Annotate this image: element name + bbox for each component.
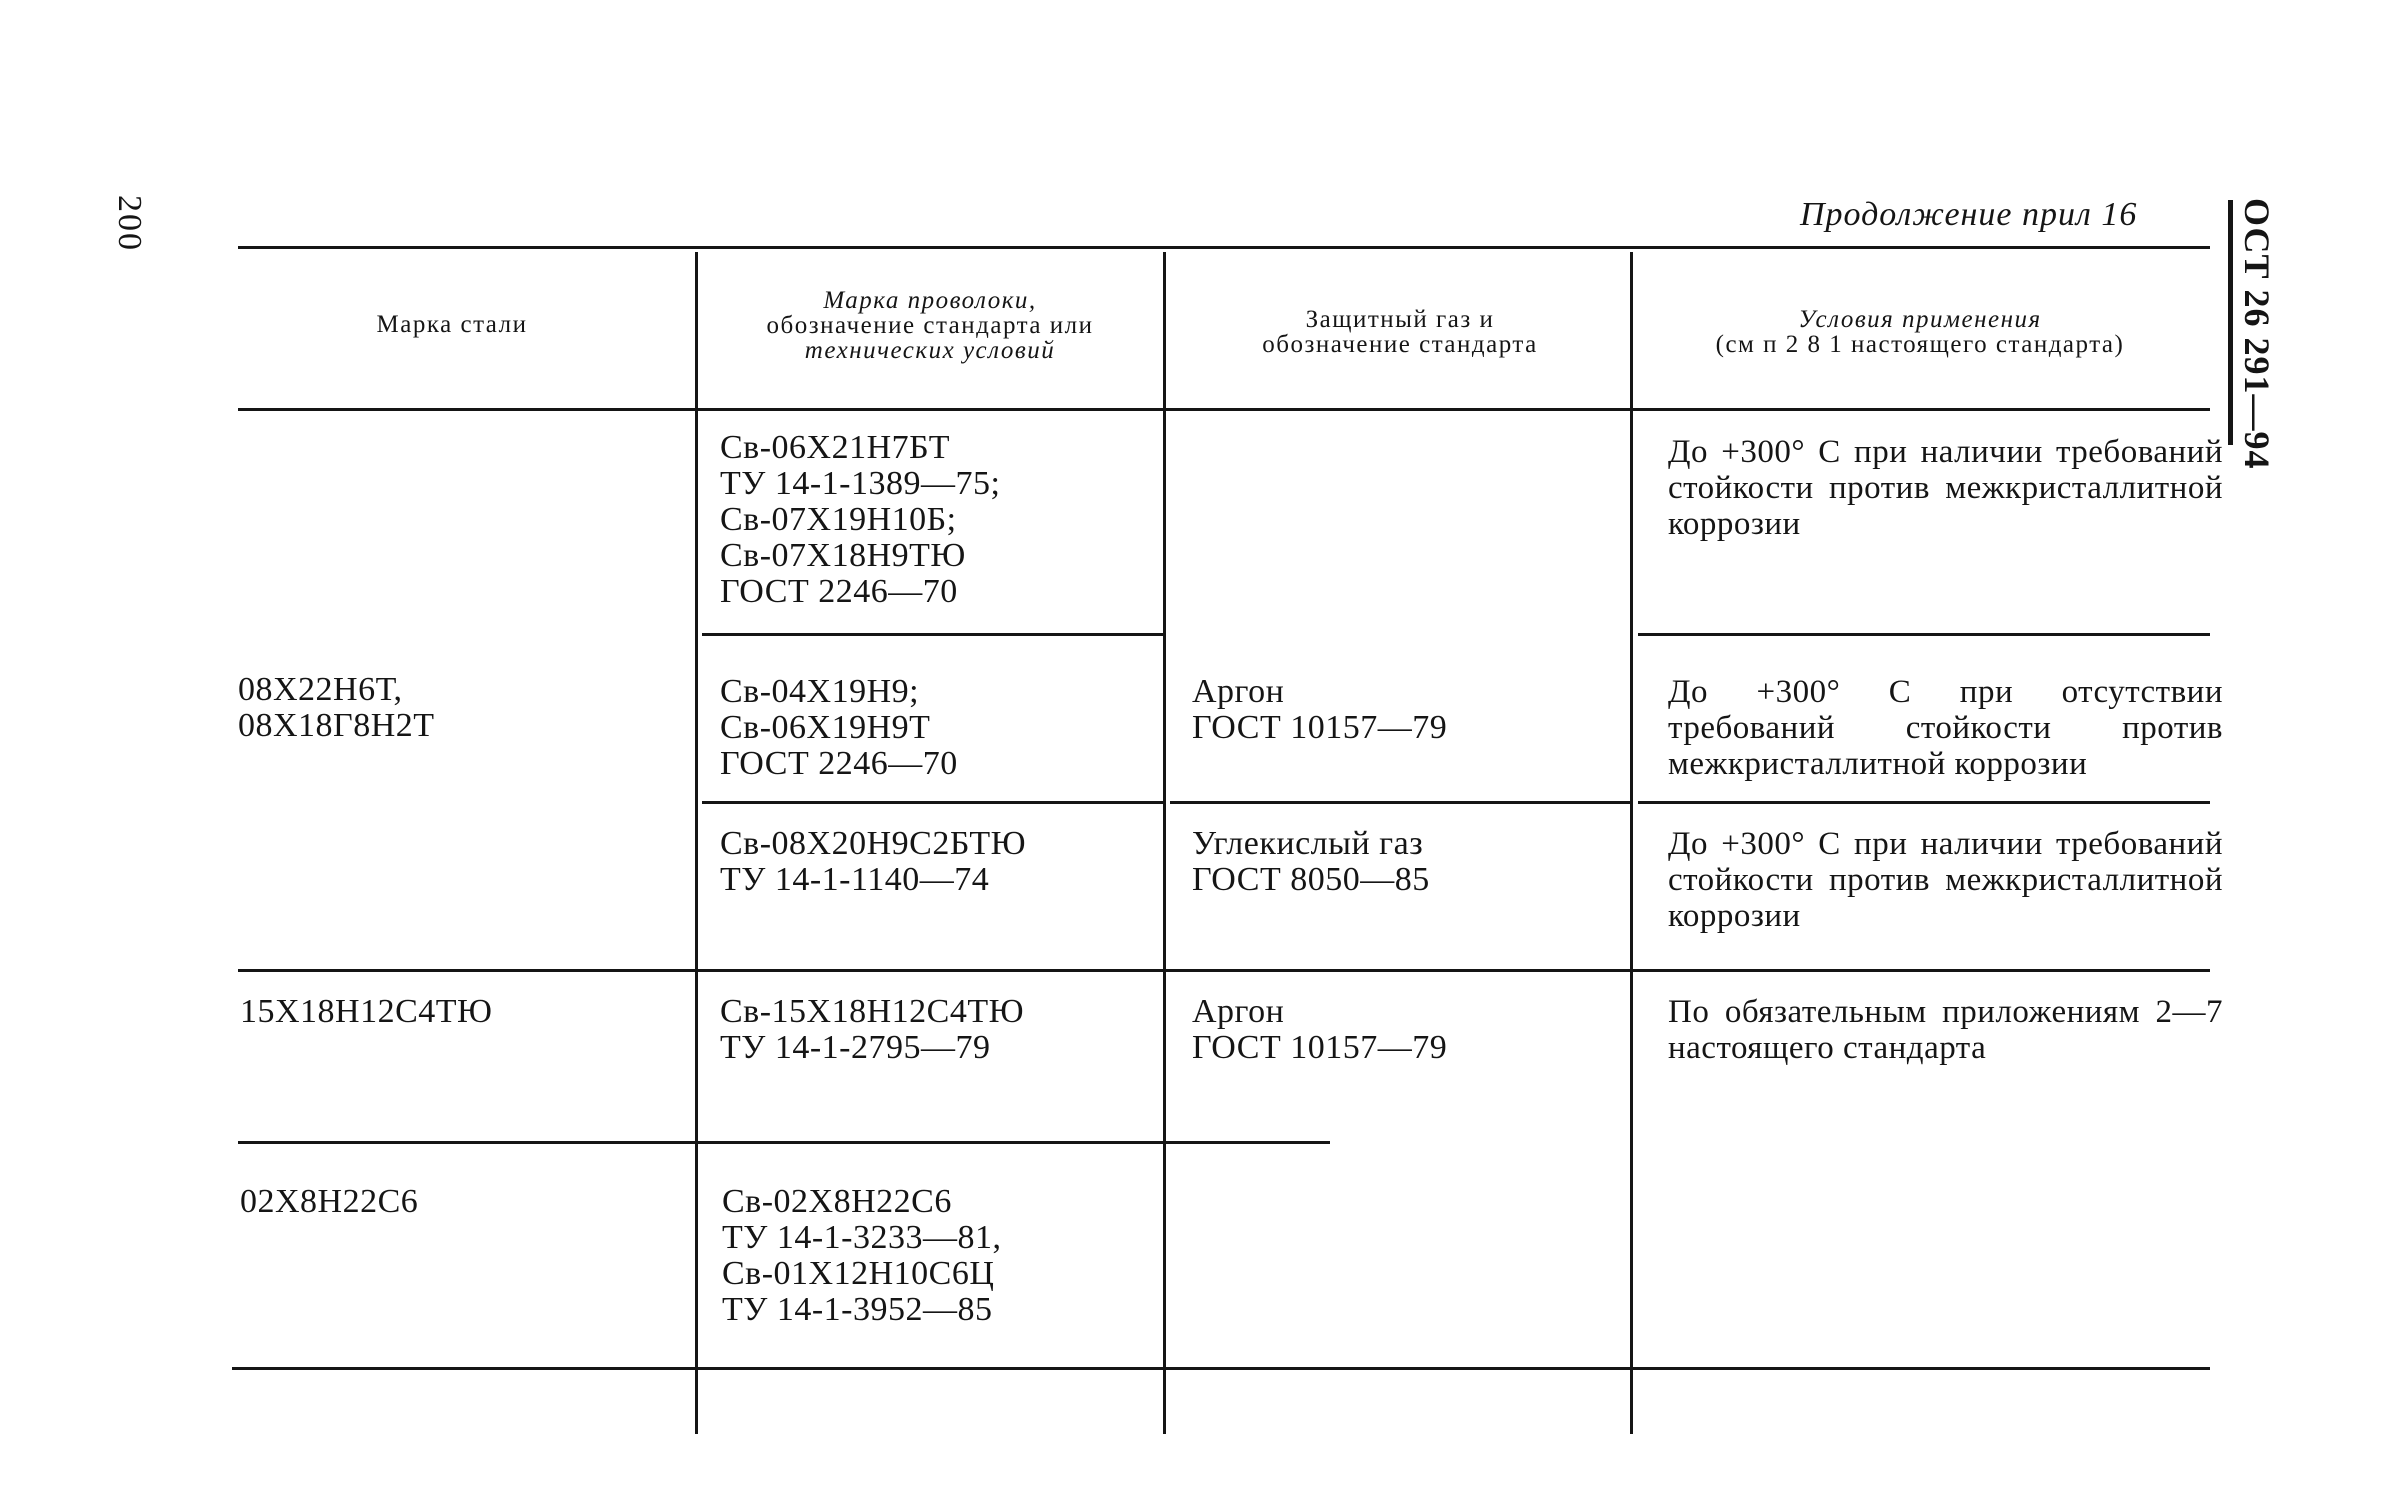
continuation-label: Продолжение прил 16 xyxy=(1800,196,2138,233)
column-rule xyxy=(1630,252,1633,1434)
row-rule xyxy=(702,801,1164,804)
row-rule xyxy=(702,633,1164,636)
table-top-rule xyxy=(238,246,2210,249)
header-shielding-gas xyxy=(1180,307,1620,357)
header-wire-grade xyxy=(700,288,1160,363)
row-rule xyxy=(238,969,2210,972)
header-conditions-line: (см п 2 8 1 настоящего стандарта) xyxy=(1715,331,2125,358)
conditions-cell: До +300° С при отсутствии требований стойкости против межкристаллитной коррозии xyxy=(1668,674,2223,782)
page-number: 200 xyxy=(111,195,148,252)
header-wire-line: технических условий xyxy=(804,337,1056,364)
wire-grade-cell: Св-04Х19Н9; Св-06Х19Н9Т ГОСТ 2246—70 xyxy=(720,673,958,782)
header-bottom-rule xyxy=(238,408,2210,411)
table-bottom-rule xyxy=(232,1367,2210,1370)
column-rule xyxy=(1163,252,1166,1434)
steel-grade-cell: 02Х8Н22С6 xyxy=(240,1183,419,1220)
shielding-gas-cell: Углекислый газ ГОСТ 8050—85 xyxy=(1192,825,1430,898)
wire-grade-cell: Св-02Х8Н22С6 ТУ 14-1-3233—81, Св-01Х12Н10С6Ц ТУ 14-1-3952—85 xyxy=(722,1183,1002,1328)
steel-grade-cell: 08Х22Н6Т, 08Х18Г8Н2Т xyxy=(238,671,435,744)
header-conditions-line: Условия применения xyxy=(1798,306,2042,333)
wire-grade-cell: Св-06Х21Н7БТ ТУ 14-1-1389—75; Св-07Х19Н10Б; Св-07Х18Н9ТЮ ГОСТ 2246—70 xyxy=(720,429,1001,610)
steel-grade-cell: 15Х18Н12С4ТЮ xyxy=(240,993,493,1030)
header-conditions xyxy=(1640,307,2200,357)
header-wire-line: Марка проволоки, xyxy=(823,287,1037,314)
margin-bar xyxy=(2228,200,2233,445)
row-rule xyxy=(1638,801,2210,804)
header-gas-line: Защитный газ и xyxy=(1305,306,1495,333)
header-gas-line: обозначение стандарта xyxy=(1262,331,1538,358)
row-rule xyxy=(238,1141,1330,1144)
row-rule xyxy=(1638,633,2210,636)
conditions-cell: До +300° С при наличии требований стойкости против межкристаллитной коррозии xyxy=(1668,434,2223,542)
header-wire-line: обозначение стандарта или xyxy=(766,312,1094,339)
conditions-cell: По обязательным приложениям 2—7 настоящего стандарта xyxy=(1668,994,2223,1066)
conditions-cell: До +300° С при наличии требований стойкости против межкристаллитной коррозии xyxy=(1668,826,2223,934)
shielding-gas-cell: Аргон ГОСТ 10157—79 xyxy=(1192,673,1448,746)
document-code: ОСТ 26 291—94 xyxy=(2237,198,2277,470)
wire-grade-cell: Св-08Х20Н9С2БТЮ ТУ 14-1-1140—74 xyxy=(720,825,1027,898)
shielding-gas-cell: Аргон ГОСТ 10157—79 xyxy=(1192,993,1448,1066)
row-rule xyxy=(1170,801,1630,804)
column-rule xyxy=(695,252,698,1434)
header-steel-grade: Марка стали xyxy=(376,311,528,338)
wire-grade-cell: Св-15Х18Н12С4ТЮ ТУ 14-1-2795—79 xyxy=(720,993,1025,1066)
